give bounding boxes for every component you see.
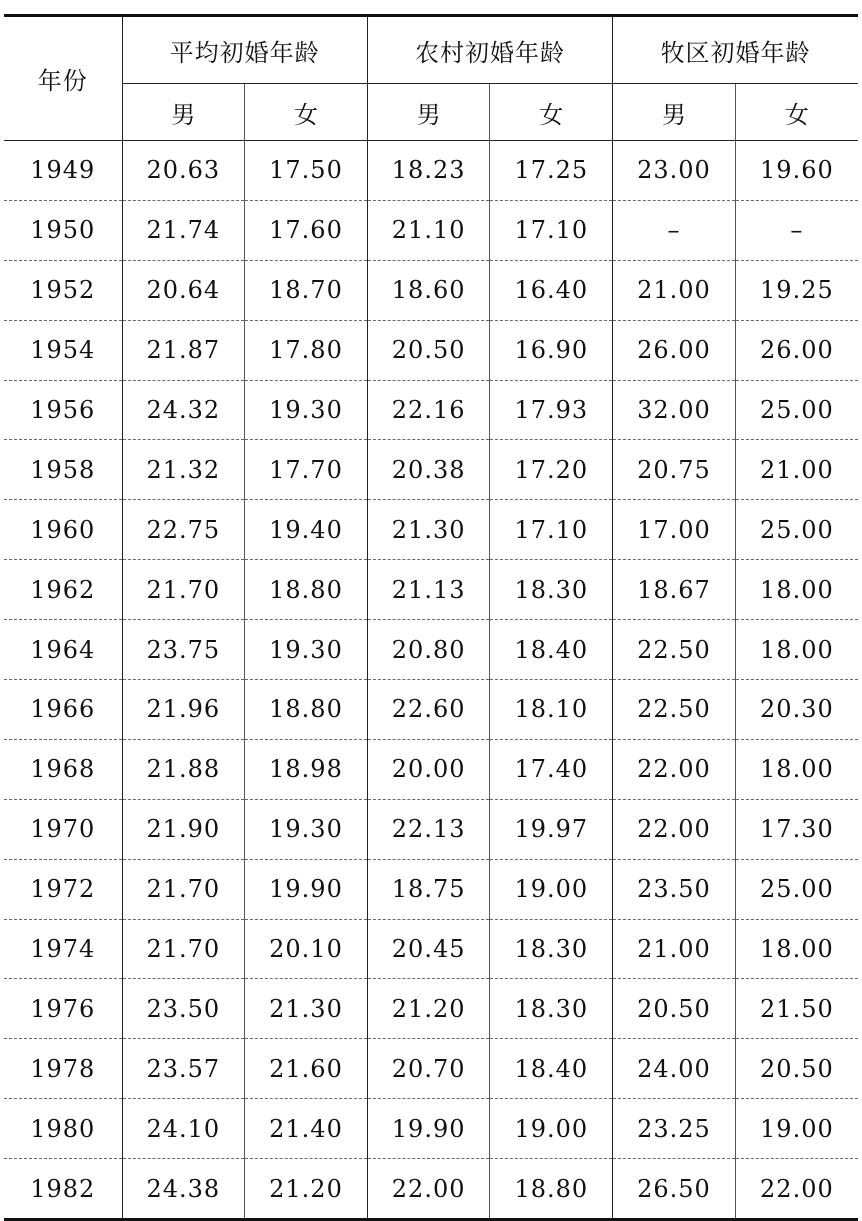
marriage-age-table — [4, 14, 858, 1221]
cell-average-male: 21.88 — [122, 739, 245, 799]
cell-year: 1978 — [4, 1039, 122, 1099]
cell-year: 1962 — [4, 560, 122, 620]
cell-year: 1976 — [4, 979, 122, 1039]
cell-pastoral-male: 18.67 — [613, 560, 736, 620]
cell-average-male: 20.64 — [122, 260, 245, 320]
cell-year: 1960 — [4, 500, 122, 560]
cell-year: 1954 — [4, 320, 122, 380]
cell-average-female: 19.90 — [245, 859, 368, 919]
cell-pastoral-male: 17.00 — [613, 500, 736, 560]
cell-rural-male: 18.60 — [367, 260, 490, 320]
cell-rural-female: 17.20 — [490, 440, 613, 500]
cell-average-female: 19.40 — [245, 500, 368, 560]
cell-pastoral-female: 19.00 — [735, 1099, 858, 1159]
table-row — [4, 1099, 858, 1159]
table-row — [4, 680, 858, 740]
cell-rural-male: 20.00 — [367, 739, 490, 799]
cell-pastoral-male: 32.00 — [613, 380, 736, 440]
cell-pastoral-female: 20.30 — [735, 680, 858, 740]
cell-year: 1949 — [4, 141, 122, 201]
table-row — [4, 500, 858, 560]
cell-average-female: 21.60 — [245, 1039, 368, 1099]
cell-average-female: 19.30 — [245, 380, 368, 440]
cell-rural-female: 16.40 — [490, 260, 613, 320]
cell-rural-female: 17.25 — [490, 141, 613, 201]
cell-average-male: 21.87 — [122, 320, 245, 380]
table-row — [4, 739, 858, 799]
table-row — [4, 380, 858, 440]
cell-pastoral-female: 25.00 — [735, 380, 858, 440]
cell-rural-male: 22.16 — [367, 380, 490, 440]
cell-rural-male: 21.20 — [367, 979, 490, 1039]
cell-pastoral-female: 21.00 — [735, 440, 858, 500]
cell-rural-male: 20.80 — [367, 620, 490, 680]
table-row — [4, 1159, 858, 1220]
table-row — [4, 979, 858, 1039]
cell-rural-female: 19.00 — [490, 1099, 613, 1159]
cell-pastoral-male: 26.00 — [613, 320, 736, 380]
cell-average-male: 21.90 — [122, 799, 245, 859]
cell-average-male: 21.70 — [122, 919, 245, 979]
cell-rural-male: 22.00 — [367, 1159, 490, 1220]
cell-rural-female: 18.10 — [490, 680, 613, 740]
cell-average-female: 17.70 — [245, 440, 368, 500]
table-row — [4, 260, 858, 320]
cell-pastoral-male: 20.75 — [613, 440, 736, 500]
header-sex-female: 女 — [735, 84, 858, 141]
cell-pastoral-male: 22.00 — [613, 799, 736, 859]
cell-average-female: 18.70 — [245, 260, 368, 320]
table-row — [4, 200, 858, 260]
cell-rural-female: 18.40 — [490, 1039, 613, 1099]
cell-average-female: 17.60 — [245, 200, 368, 260]
table-row — [4, 859, 858, 919]
table-row — [4, 141, 858, 201]
cell-year: 1970 — [4, 799, 122, 859]
cell-pastoral-female: 18.00 — [735, 620, 858, 680]
cell-year: 1982 — [4, 1159, 122, 1220]
cell-pastoral-male: 23.25 — [613, 1099, 736, 1159]
cell-average-male: 24.10 — [122, 1099, 245, 1159]
cell-rural-female: 17.93 — [490, 380, 613, 440]
cell-average-male: 23.75 — [122, 620, 245, 680]
cell-rural-male: 22.60 — [367, 680, 490, 740]
header-sex-male: 男 — [367, 84, 490, 141]
cell-average-female: 21.30 — [245, 979, 368, 1039]
table-body — [4, 141, 858, 1220]
cell-rural-male: 21.10 — [367, 200, 490, 260]
cell-average-female: 18.98 — [245, 739, 368, 799]
cell-rural-female: 18.30 — [490, 560, 613, 620]
cell-rural-male: 19.90 — [367, 1099, 490, 1159]
cell-pastoral-female: 20.50 — [735, 1039, 858, 1099]
cell-pastoral-female: – — [735, 200, 858, 260]
cell-average-female: 18.80 — [245, 680, 368, 740]
cell-pastoral-female: 22.00 — [735, 1159, 858, 1220]
cell-rural-female: 17.10 — [490, 200, 613, 260]
cell-rural-male: 22.13 — [367, 799, 490, 859]
cell-pastoral-female: 26.00 — [735, 320, 858, 380]
cell-average-female: 17.80 — [245, 320, 368, 380]
cell-average-male: 24.32 — [122, 380, 245, 440]
cell-rural-female: 17.10 — [490, 500, 613, 560]
cell-year: 1950 — [4, 200, 122, 260]
cell-rural-female: 18.30 — [490, 979, 613, 1039]
cell-pastoral-male: 22.50 — [613, 680, 736, 740]
cell-pastoral-female: 18.00 — [735, 739, 858, 799]
cell-average-male: 21.70 — [122, 859, 245, 919]
cell-rural-male: 20.45 — [367, 919, 490, 979]
cell-pastoral-female: 17.30 — [735, 799, 858, 859]
cell-pastoral-female: 18.00 — [735, 560, 858, 620]
cell-rural-male: 18.75 — [367, 859, 490, 919]
cell-rural-female: 17.40 — [490, 739, 613, 799]
cell-pastoral-male: 23.50 — [613, 859, 736, 919]
cell-pastoral-male: 24.00 — [613, 1039, 736, 1099]
cell-average-male: 21.96 — [122, 680, 245, 740]
cell-pastoral-male: 22.00 — [613, 739, 736, 799]
cell-pastoral-female: 19.25 — [735, 260, 858, 320]
header-group-average: 平均初婚年龄 — [122, 16, 367, 84]
cell-year: 1964 — [4, 620, 122, 680]
marriage-age-table-container — [4, 14, 858, 1221]
cell-year: 1972 — [4, 859, 122, 919]
cell-average-female: 18.80 — [245, 560, 368, 620]
header-year: 年份 — [37, 67, 88, 95]
cell-pastoral-male: 21.00 — [613, 260, 736, 320]
header-sex-female: 女 — [245, 84, 368, 141]
cell-rural-male: 20.50 — [367, 320, 490, 380]
header-group-pastoral: 牧区初婚年龄 — [613, 16, 858, 84]
header-sex-male: 男 — [613, 84, 736, 141]
cell-year: 1968 — [4, 739, 122, 799]
cell-average-male: 22.75 — [122, 500, 245, 560]
cell-pastoral-male: – — [613, 200, 736, 260]
cell-pastoral-male: 20.50 — [613, 979, 736, 1039]
header-group-rural: 农村初婚年龄 — [367, 16, 612, 84]
table-row — [4, 1039, 858, 1099]
cell-rural-male: 21.13 — [367, 560, 490, 620]
cell-year: 1980 — [4, 1099, 122, 1159]
cell-pastoral-male: 23.00 — [613, 141, 736, 201]
cell-average-female: 21.20 — [245, 1159, 368, 1220]
cell-average-female: 17.50 — [245, 141, 368, 201]
cell-rural-female: 19.97 — [490, 799, 613, 859]
cell-rural-male: 21.30 — [367, 500, 490, 560]
cell-average-male: 21.70 — [122, 560, 245, 620]
cell-average-female: 20.10 — [245, 919, 368, 979]
cell-rural-male: 20.70 — [367, 1039, 490, 1099]
cell-average-female: 21.40 — [245, 1099, 368, 1159]
cell-pastoral-female: 25.00 — [735, 859, 858, 919]
header-sex-female: 女 — [490, 84, 613, 141]
header-sex-male: 男 — [122, 84, 245, 141]
table-row — [4, 919, 858, 979]
cell-year: 1958 — [4, 440, 122, 500]
table-row — [4, 799, 858, 859]
cell-pastoral-male: 21.00 — [613, 919, 736, 979]
cell-average-female: 19.30 — [245, 799, 368, 859]
cell-average-male: 20.63 — [122, 141, 245, 201]
cell-average-male: 24.38 — [122, 1159, 245, 1220]
cell-rural-female: 18.40 — [490, 620, 613, 680]
cell-pastoral-male: 22.50 — [613, 620, 736, 680]
cell-pastoral-female: 18.00 — [735, 919, 858, 979]
cell-rural-female: 19.00 — [490, 859, 613, 919]
cell-pastoral-female: 21.50 — [735, 979, 858, 1039]
cell-pastoral-female: 25.00 — [735, 500, 858, 560]
cell-pastoral-female: 19.60 — [735, 141, 858, 201]
cell-average-male: 21.32 — [122, 440, 245, 500]
cell-average-male: 23.50 — [122, 979, 245, 1039]
cell-rural-male: 18.23 — [367, 141, 490, 201]
cell-average-male: 23.57 — [122, 1039, 245, 1099]
cell-pastoral-male: 26.50 — [613, 1159, 736, 1220]
cell-year: 1966 — [4, 680, 122, 740]
table-row — [4, 440, 858, 500]
cell-rural-female: 16.90 — [490, 320, 613, 380]
cell-rural-female: 18.30 — [490, 919, 613, 979]
cell-rural-male: 20.38 — [367, 440, 490, 500]
cell-average-female: 19.30 — [245, 620, 368, 680]
header-row-groups — [4, 16, 858, 84]
table-row — [4, 560, 858, 620]
table-row — [4, 320, 858, 380]
header-row-sex — [4, 84, 858, 141]
cell-year: 1974 — [4, 919, 122, 979]
cell-average-male: 21.74 — [122, 200, 245, 260]
cell-rural-female: 18.80 — [490, 1159, 613, 1220]
table-row — [4, 620, 858, 680]
cell-year: 1956 — [4, 380, 122, 440]
cell-year: 1952 — [4, 260, 122, 320]
